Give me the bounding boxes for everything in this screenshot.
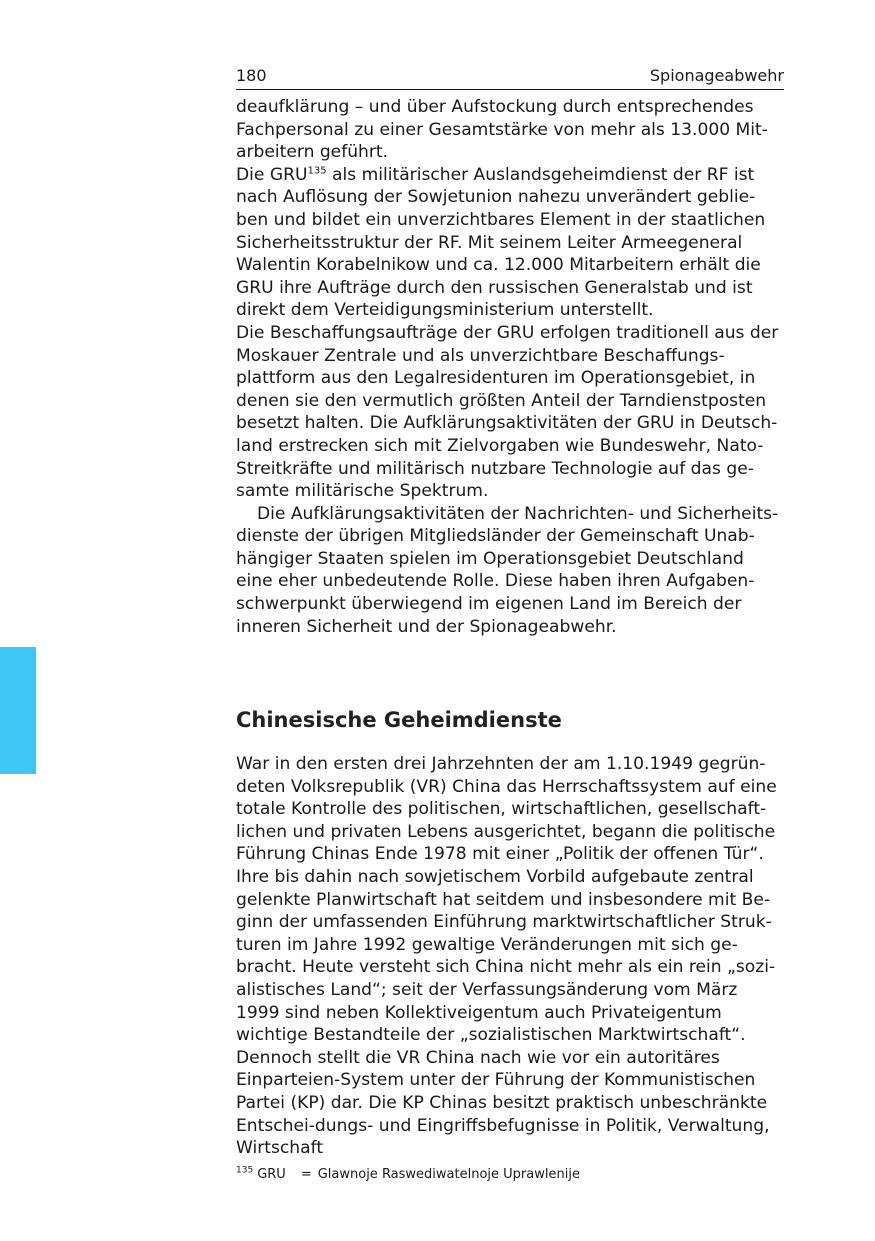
footnote <box>236 1167 580 1182</box>
paragraph-text: als militärischer Auslandsgeheimdienst der RF ist nach Auflösung der Sowjetunion nahezu unverändert geblie-ben und bildet ein unverzichtbares Element in der staatlichen Sicherheitsstruktur der RF. Mit seinem Leiter Armeegeneral Walentin Korabelnikow und ca. 12.000 Mitarbeitern erhält die GRU ihre Aufträge durch den russischen Generalstab und ist direkt dem Verteidigungsministerium unterstellt. <box>236 164 766 321</box>
paragraph-text: Die GRU <box>236 164 308 185</box>
side-tab-marker <box>0 647 36 774</box>
paragraph: deaufklärung – und über Aufstockung durch entsprechendes Fachpersonal zu einer Gesamtstärke von mehr als 13.000 Mit-arbeitern geführt. <box>236 97 768 163</box>
paragraph: Die Beschaffungsaufträge der GRU erfolgen traditionell aus der Moskauer Zentrale und als unverzichtbare Beschaffungs-plattform aus den Legalresidenturen im Operationsgebiet, in denen sie den vermutlich größten Anteil der Tarndienstposten besetzt halten. Die Aufklärungsaktivitäten der GRU in Deutsch-land erstrecken sich mit Zielvorgaben wie Bundeswehr, Nato-Streitkräfte und militärisch nutzbare Technologie auf das ge-samte militärische Spektrum. <box>236 322 779 502</box>
page-number: 180 <box>236 66 267 85</box>
paragraph: War in den ersten drei Jahrzehnten der am 1.10.1949 gegrün-deten Volksrepublik (VR) China das Herrschaftssystem auf eine totale Kontrolle des politischen, wirtschaftlichen, gesellschaft-lichen und privaten Lebens ausgerichtet, begann die politische Führung Chinas Ende 1978 mit einer „Politik der offenen Tür“. Ihre bis dahin nach sowjetischem Vorbild aufgebaute zentral gelenkte Planwirtschaft hat seitdem und insbesondere mit Be-ginn der umfassenden Einführung marktwirtschaftlicher Struk-turen im Jahre 1992 gewaltige Veränderungen mit sich ge-bracht. Heute versteht sich China nicht mehr als ein rein „sozi-alistisches Land“; seit der Verfassungsänderung vom März 1999 sind neben Kollektiveigentum auch Privateigentum wichtige Bestandteile der „sozialistischen Marktwirtschaft“. Dennoch stellt die VR China nach wie vor ein autoritäres Einparteien-System unter der Führung der Kommunistischen Partei (KP) dar. Die KP Chinas besitzt praktisch unbeschränkte Entschei-dungs- und Eingriffsbefugnisse in Politik, Verwaltung, Wirtschaft <box>236 754 777 1159</box>
footnote-expansion: Glawnoje Raswediwatelnoje Uprawlenije <box>317 1167 580 1182</box>
footnote-number: 135 <box>236 1165 254 1176</box>
header-rule <box>236 89 784 90</box>
footnote-abbreviation: GRU <box>257 1167 286 1182</box>
section-text <box>236 753 785 1160</box>
paragraph: Die Aufklärungsaktivitäten der Nachrichten- und Sicherheits-dienste der übrigen Mitgliedsländer der Gemeinschaft Unab-hängiger Staaten spielen im Operationsgebiet Deutschland eine eher unbedeutende Rolle. Diese haben ihren Aufgaben-schwerpunkt überwiegend im eigenen Land im Bereich der inneren Sicherheit und der Spionageabwehr. <box>236 503 779 637</box>
body-text <box>236 96 785 638</box>
paragraph <box>236 164 785 322</box>
footnote-reference: 135 <box>307 165 327 177</box>
footnote-equals: = <box>300 1167 312 1182</box>
section-heading: Chinesische Geheimdienste <box>236 708 562 732</box>
running-head: Spionageabwehr <box>649 66 784 85</box>
